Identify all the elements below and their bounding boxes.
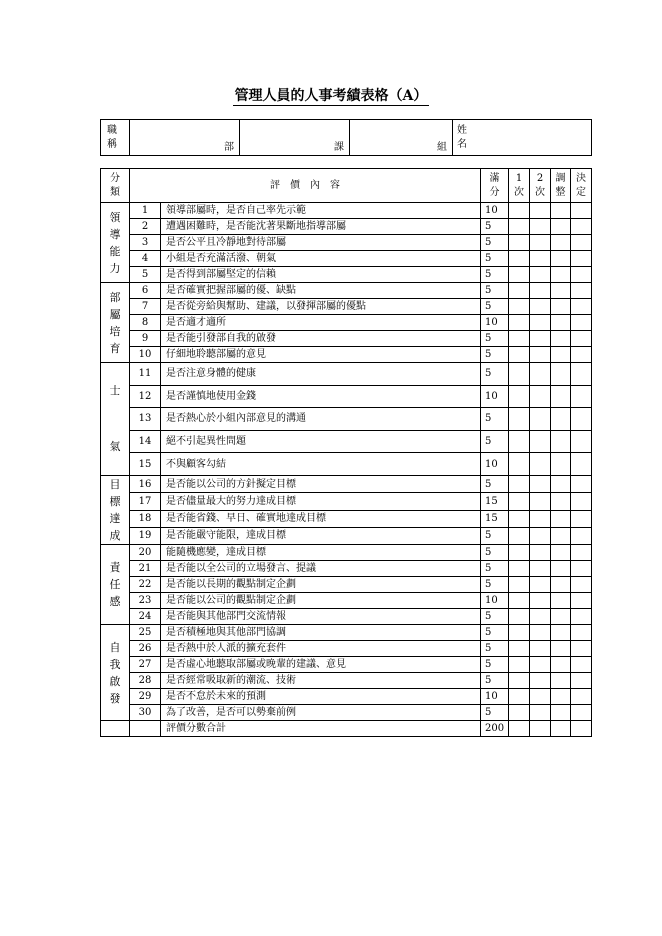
final-cell[interactable]: [571, 510, 592, 527]
second-review-cell[interactable]: [530, 235, 551, 251]
first-review-cell[interactable]: [509, 545, 530, 561]
item-max-score: 5: [481, 673, 509, 689]
item-text: 為了改善，是否可以勢棄前例: [161, 705, 481, 721]
final-cell[interactable]: [571, 561, 592, 577]
item-max-score: 5: [481, 609, 509, 625]
item-text: 是否虛心地聽取部屬或晚輩的建議、意見: [161, 657, 481, 673]
adjust-cell[interactable]: [551, 363, 571, 386]
first-review-cell[interactable]: [509, 561, 530, 577]
final-cell[interactable]: [571, 705, 592, 721]
table-row: [101, 430, 592, 453]
final-cell[interactable]: [571, 408, 592, 431]
item-number: 25: [130, 625, 161, 641]
table-row: [101, 705, 592, 721]
adjust-cell[interactable]: [551, 203, 571, 219]
first-review-cell[interactable]: [509, 363, 530, 386]
item-max-score: 5: [481, 430, 509, 453]
first-review-cell[interactable]: [509, 476, 530, 493]
adjust-cell[interactable]: [551, 641, 571, 657]
section-field[interactable]: 課: [240, 120, 350, 156]
final-cell[interactable]: [571, 315, 592, 331]
final-cell[interactable]: [571, 527, 592, 544]
item-max-score: 5: [481, 363, 509, 386]
first-review-cell[interactable]: [509, 267, 530, 283]
employee-info-table: [100, 119, 592, 156]
adjust-cell[interactable]: [551, 609, 571, 625]
adjust-cell[interactable]: [551, 408, 571, 431]
max-score-header: 滿 分: [481, 169, 509, 203]
item-number: 26: [130, 641, 161, 657]
item-text: 絕不引起異性問題: [161, 430, 481, 453]
final-cell[interactable]: [571, 347, 592, 363]
first-review-cell[interactable]: [509, 577, 530, 593]
item-text: 遭遇困難時，是否能沈著果斷地指導部屬: [161, 219, 481, 235]
item-text: 是否熱中於人派的擴充套件: [161, 641, 481, 657]
table-row: [101, 251, 592, 267]
header-row: [101, 169, 592, 203]
final-cell[interactable]: [571, 219, 592, 235]
final-cell[interactable]: [571, 363, 592, 386]
adjust-cell[interactable]: [551, 545, 571, 561]
item-text: 是否得到部屬堅定的信賴: [161, 267, 481, 283]
adjust-cell[interactable]: [551, 430, 571, 453]
second-review-cell[interactable]: [530, 561, 551, 577]
item-number: 6: [130, 283, 161, 299]
page-title: 管理人員的人事考績表格（A）: [234, 88, 428, 104]
second-review-cell[interactable]: [530, 453, 551, 476]
second-review-cell[interactable]: [530, 219, 551, 235]
final-cell[interactable]: [571, 476, 592, 493]
first-review-header: 1 次: [509, 169, 530, 203]
first-review-cell[interactable]: [509, 299, 530, 315]
second-review-cell[interactable]: [530, 347, 551, 363]
second-review-cell[interactable]: [530, 705, 551, 721]
category-cell: 領 導 能 力: [101, 203, 130, 283]
item-max-score: 10: [481, 385, 509, 408]
first-review-cell[interactable]: [509, 283, 530, 299]
final-cell[interactable]: [571, 545, 592, 561]
table-row: [101, 476, 592, 493]
item-max-score: 5: [481, 408, 509, 431]
item-text: 不與顧客勾結: [161, 453, 481, 476]
item-max-score: 10: [481, 315, 509, 331]
item-max-score: 15: [481, 510, 509, 527]
first-review-cell[interactable]: [509, 430, 530, 453]
item-number: 20: [130, 545, 161, 561]
second-review-cell[interactable]: [530, 430, 551, 453]
second-review-cell[interactable]: [530, 408, 551, 431]
table-row: [101, 673, 592, 689]
item-max-score: 10: [481, 203, 509, 219]
first-review-cell[interactable]: [509, 347, 530, 363]
first-review-cell[interactable]: [509, 689, 530, 705]
adjust-cell[interactable]: [551, 561, 571, 577]
first-review-cell[interactable]: [509, 673, 530, 689]
item-max-score: 5: [481, 283, 509, 299]
item-number: 13: [130, 408, 161, 431]
adjust-cell[interactable]: [551, 299, 571, 315]
second-review-cell[interactable]: [530, 625, 551, 641]
item-number: 23: [130, 593, 161, 609]
item-text: 領導部屬時，是否自己率先示範: [161, 203, 481, 219]
first-review-cell[interactable]: [509, 493, 530, 510]
adjust-header: 調 整: [551, 169, 571, 203]
final-cell[interactable]: [571, 609, 592, 625]
item-text: 是否謹慎地使用金錢: [161, 385, 481, 408]
adjust-cell[interactable]: [551, 267, 571, 283]
item-number: 14: [130, 430, 161, 453]
final-cell[interactable]: [571, 641, 592, 657]
table-row: [101, 219, 592, 235]
table-row: [101, 510, 592, 527]
table-row: [101, 527, 592, 544]
second-review-cell[interactable]: [530, 299, 551, 315]
table-row: [101, 203, 592, 219]
item-text: 是否能與其他部門交流情報: [161, 609, 481, 625]
item-number: 15: [130, 453, 161, 476]
item-text: 是否不怠於未來的預測: [161, 689, 481, 705]
item-number: 5: [130, 267, 161, 283]
category-cell: 士 氣: [101, 363, 130, 476]
first-review-cell[interactable]: [509, 527, 530, 544]
second-review-cell[interactable]: [530, 593, 551, 609]
total-blank-cell: [130, 721, 161, 737]
position-label: 職 稱: [101, 120, 130, 156]
table-row: [101, 625, 592, 641]
second-review-cell[interactable]: [530, 609, 551, 625]
adjust-cell[interactable]: [551, 347, 571, 363]
second-review-cell[interactable]: [530, 363, 551, 386]
item-max-score: 5: [481, 527, 509, 544]
item-max-score: 5: [481, 545, 509, 561]
item-text: 是否熱心於小組內部意見的溝通: [161, 408, 481, 431]
item-max-score: 5: [481, 299, 509, 315]
total-label: 評價分數合計: [161, 721, 481, 737]
table-row: [101, 577, 592, 593]
first-review-cell[interactable]: [509, 510, 530, 527]
name-field[interactable]: 姓 名: [453, 120, 592, 156]
item-max-score: 15: [481, 493, 509, 510]
item-max-score: 5: [481, 657, 509, 673]
item-max-score: 5: [481, 235, 509, 251]
second-review-cell[interactable]: [530, 641, 551, 657]
item-max-score: 5: [481, 561, 509, 577]
item-number: 8: [130, 315, 161, 331]
adjust-cell[interactable]: [551, 331, 571, 347]
category-cell: 部 屬 培 育: [101, 283, 130, 363]
first-review-cell[interactable]: [509, 385, 530, 408]
table-row: [101, 561, 592, 577]
first-review-cell[interactable]: [509, 657, 530, 673]
first-review-cell[interactable]: [509, 219, 530, 235]
item-number: 7: [130, 299, 161, 315]
item-number: 17: [130, 493, 161, 510]
item-text: 是否從旁給與幫助、建議，以發揮部屬的優點: [161, 299, 481, 315]
item-max-score: 5: [481, 267, 509, 283]
table-row: [101, 363, 592, 386]
adjust-cell[interactable]: [551, 673, 571, 689]
item-text: 是否公平且冷靜地對待部屬: [161, 235, 481, 251]
item-number: 10: [130, 347, 161, 363]
item-number: 18: [130, 510, 161, 527]
table-row: [101, 331, 592, 347]
final-cell[interactable]: [571, 251, 592, 267]
category-header: 分 類: [101, 169, 130, 203]
item-number: 22: [130, 577, 161, 593]
adjust-cell[interactable]: [551, 527, 571, 544]
table-row: [101, 385, 592, 408]
adjust-cell[interactable]: [551, 283, 571, 299]
total-score: 200: [481, 721, 509, 737]
table-row: [101, 593, 592, 609]
adjust-cell[interactable]: [551, 689, 571, 705]
item-max-score: 5: [481, 577, 509, 593]
second-review-cell[interactable]: [530, 577, 551, 593]
table-row: [101, 235, 592, 251]
second-review-cell[interactable]: [530, 331, 551, 347]
item-max-score: 5: [481, 705, 509, 721]
item-text: 是否積極地與其他部門協調: [161, 625, 481, 641]
second-review-cell[interactable]: [530, 527, 551, 544]
second-review-cell[interactable]: [530, 385, 551, 408]
second-total-cell[interactable]: [530, 721, 551, 737]
second-review-cell[interactable]: [530, 203, 551, 219]
final-cell[interactable]: [571, 673, 592, 689]
item-number: 2: [130, 219, 161, 235]
category-cell: 目 標 達 成: [101, 476, 130, 545]
item-text: 是否能以長期的觀點制定企劃: [161, 577, 481, 593]
first-review-cell[interactable]: [509, 609, 530, 625]
item-number: 12: [130, 385, 161, 408]
item-number: 9: [130, 331, 161, 347]
final-cell[interactable]: [571, 283, 592, 299]
table-row: [101, 689, 592, 705]
final-cell[interactable]: [571, 577, 592, 593]
item-number: 28: [130, 673, 161, 689]
final-cell[interactable]: [571, 235, 592, 251]
item-text: 小組是否充滿活潑、朝氣: [161, 251, 481, 267]
item-max-score: 5: [481, 476, 509, 493]
total-row: [101, 721, 592, 737]
second-review-cell[interactable]: [530, 315, 551, 331]
final-cell[interactable]: [571, 593, 592, 609]
adjust-cell[interactable]: [551, 510, 571, 527]
item-text: 是否能以全公司的立場發言、提議: [161, 561, 481, 577]
final-cell[interactable]: [571, 385, 592, 408]
item-max-score: 5: [481, 219, 509, 235]
first-review-cell[interactable]: [509, 625, 530, 641]
item-text: 是否能省錢、早日、確實地達成目標: [161, 510, 481, 527]
second-review-cell[interactable]: [530, 657, 551, 673]
item-max-score: 10: [481, 593, 509, 609]
adjust-cell[interactable]: [551, 251, 571, 267]
item-number: 24: [130, 609, 161, 625]
final-cell[interactable]: [571, 331, 592, 347]
total-blank-cell: [101, 721, 130, 737]
final-cell[interactable]: [571, 299, 592, 315]
first-review-cell[interactable]: [509, 705, 530, 721]
item-number: 21: [130, 561, 161, 577]
adjust-cell[interactable]: [551, 625, 571, 641]
table-row: [101, 641, 592, 657]
final-cell[interactable]: [571, 453, 592, 476]
second-review-header: 2 次: [530, 169, 551, 203]
first-review-cell[interactable]: [509, 408, 530, 431]
final-header: 決 定: [571, 169, 592, 203]
item-text: 是否能以公司的觀點制定企劃: [161, 593, 481, 609]
adjust-cell[interactable]: [551, 385, 571, 408]
table-row: [101, 347, 592, 363]
table-row: [101, 283, 592, 299]
item-text: 是否儘量最大的努力達成目標: [161, 493, 481, 510]
item-max-score: 5: [481, 251, 509, 267]
department-field[interactable]: 部: [130, 120, 240, 156]
item-max-score: 5: [481, 641, 509, 657]
evaluation-table: [100, 168, 592, 737]
final-cell[interactable]: [571, 657, 592, 673]
adjust-cell[interactable]: [551, 593, 571, 609]
item-number: 11: [130, 363, 161, 386]
item-number: 16: [130, 476, 161, 493]
final-cell[interactable]: [571, 689, 592, 705]
table-row: [101, 657, 592, 673]
table-row: [101, 545, 592, 561]
second-review-cell[interactable]: [530, 673, 551, 689]
first-total-cell[interactable]: [509, 721, 530, 737]
second-review-cell[interactable]: [530, 267, 551, 283]
group-field[interactable]: 組: [350, 120, 453, 156]
content-header: 評 價 內 容: [130, 169, 481, 203]
adjust-cell[interactable]: [551, 705, 571, 721]
adjust-cell[interactable]: [551, 476, 571, 493]
item-text: 能隨機應變，達成目標: [161, 545, 481, 561]
table-row: [101, 609, 592, 625]
item-number: 29: [130, 689, 161, 705]
item-number: 27: [130, 657, 161, 673]
adjust-cell[interactable]: [551, 219, 571, 235]
table-row: [101, 267, 592, 283]
second-review-cell[interactable]: [530, 251, 551, 267]
item-text: 是否經常吸取新的潮流、技術: [161, 673, 481, 689]
adjust-total-cell[interactable]: [551, 721, 571, 737]
second-review-cell[interactable]: [530, 476, 551, 493]
item-max-score: 5: [481, 331, 509, 347]
first-review-cell[interactable]: [509, 315, 530, 331]
first-review-cell[interactable]: [509, 593, 530, 609]
adjust-cell[interactable]: [551, 577, 571, 593]
final-cell[interactable]: [571, 267, 592, 283]
second-review-cell[interactable]: [530, 545, 551, 561]
item-text: 是否能嚴守能限，達成目標: [161, 527, 481, 544]
item-text: 仔細地聆聽部屬的意見: [161, 347, 481, 363]
table-row: [101, 493, 592, 510]
table-row: [101, 453, 592, 476]
first-review-cell[interactable]: [509, 641, 530, 657]
category-cell: 責 任 感: [101, 545, 130, 625]
table-row: [101, 299, 592, 315]
final-total-cell[interactable]: [571, 721, 592, 737]
final-cell[interactable]: [571, 430, 592, 453]
first-review-cell[interactable]: [509, 251, 530, 267]
adjust-cell[interactable]: [551, 235, 571, 251]
final-cell[interactable]: [571, 203, 592, 219]
category-cell: 自 我 啟 發: [101, 625, 130, 721]
adjust-cell[interactable]: [551, 315, 571, 331]
item-number: 4: [130, 251, 161, 267]
final-cell[interactable]: [571, 625, 592, 641]
table-row: [101, 315, 592, 331]
item-max-score: 5: [481, 625, 509, 641]
item-text: 是否注意身體的健康: [161, 363, 481, 386]
second-review-cell[interactable]: [530, 689, 551, 705]
item-text: 是否能引發部自我的啟發: [161, 331, 481, 347]
adjust-cell[interactable]: [551, 453, 571, 476]
item-max-score: 5: [481, 347, 509, 363]
item-max-score: 10: [481, 689, 509, 705]
second-review-cell[interactable]: [530, 510, 551, 527]
adjust-cell[interactable]: [551, 657, 571, 673]
final-cell[interactable]: [571, 493, 592, 510]
first-review-cell[interactable]: [509, 331, 530, 347]
item-text: 是否確實把握部屬的優、缺點: [161, 283, 481, 299]
first-review-cell[interactable]: [509, 453, 530, 476]
second-review-cell[interactable]: [530, 493, 551, 510]
item-number: 30: [130, 705, 161, 721]
second-review-cell[interactable]: [530, 283, 551, 299]
item-number: 1: [130, 203, 161, 219]
adjust-cell[interactable]: [551, 493, 571, 510]
item-max-score: 10: [481, 453, 509, 476]
item-text: 是否適才適所: [161, 315, 481, 331]
item-text: 是否能以公司的方針擬定目標: [161, 476, 481, 493]
first-review-cell[interactable]: [509, 235, 530, 251]
first-review-cell[interactable]: [509, 203, 530, 219]
item-number: 19: [130, 527, 161, 544]
item-number: 3: [130, 235, 161, 251]
table-row: [101, 408, 592, 431]
